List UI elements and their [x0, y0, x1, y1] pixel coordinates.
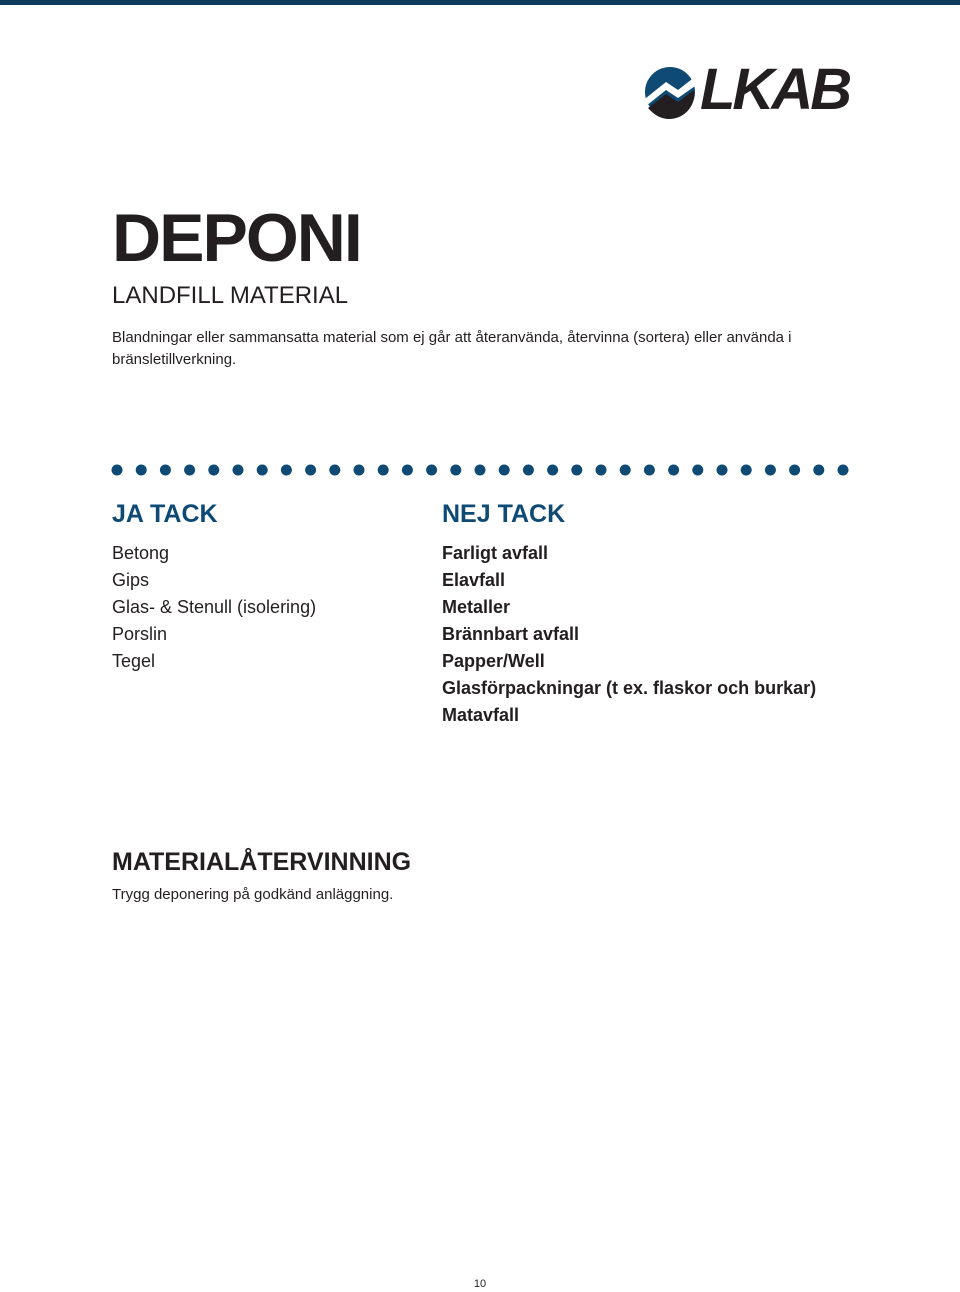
divider-dot — [305, 465, 316, 476]
list-item: Tegel — [112, 651, 156, 671]
list-item: Papper/Well — [442, 651, 545, 671]
nej-tack-heading: NEJ TACK — [442, 500, 566, 528]
divider-dot — [547, 465, 558, 476]
divider-dot — [668, 465, 679, 476]
divider-dot — [378, 465, 389, 476]
divider-dot — [571, 465, 582, 476]
divider-dot — [160, 465, 171, 476]
divider-dot — [136, 465, 147, 476]
lkab-logo — [644, 57, 854, 122]
top-bar — [0, 0, 960, 5]
list-item: Elavfall — [442, 570, 506, 590]
divider-dot — [523, 465, 534, 476]
divider-dot — [184, 465, 195, 476]
list-item: Glasförpackningar (t ex. flaskor och burkar) — [442, 678, 817, 698]
lkab-emblem-icon — [644, 64, 700, 120]
divider-dot — [620, 465, 631, 476]
logo-wordmark: LKAB — [700, 57, 850, 122]
divider-dot — [450, 465, 461, 476]
divider-dot — [596, 465, 607, 476]
ja-tack-list — [112, 540, 316, 675]
divider-dot — [281, 465, 292, 476]
list-item: Betong — [112, 543, 170, 563]
list-item: Gips — [112, 570, 150, 590]
section-text: Trygg deponering på godkänd anläggning. — [112, 886, 394, 903]
nej-tack-list — [442, 540, 816, 729]
intro-paragraph: Blandningar eller sammansatta material som ej går att återanvända, återvinna (sortera) eller använda i bränsletillverkning. — [112, 329, 792, 368]
list-item: Matavfall — [442, 705, 520, 725]
divider-dot — [644, 465, 655, 476]
nej-tack-column — [442, 496, 816, 729]
divider-dot — [838, 465, 849, 476]
page-subtitle: LANDFILL MATERIAL — [112, 282, 349, 309]
page-number: 10 — [473, 1278, 487, 1290]
divider-dot — [813, 465, 824, 476]
dot-divider — [107, 460, 857, 480]
section-title: MATERIALÅTERVINNING — [112, 848, 412, 876]
divider-dot — [329, 465, 340, 476]
divider-dot — [692, 465, 703, 476]
list-item: Porslin — [112, 624, 168, 644]
list-item: Metaller — [442, 597, 511, 617]
page-title: DEPONI — [112, 200, 361, 276]
list-item: Glas- & Stenull (isolering) — [112, 597, 317, 617]
divider-dot — [475, 465, 486, 476]
divider-dot — [499, 465, 510, 476]
divider-dot — [402, 465, 413, 476]
ja-tack-column — [112, 496, 316, 675]
divider-dot — [208, 465, 219, 476]
divider-dot — [741, 465, 752, 476]
list-item: Farligt avfall — [442, 543, 549, 563]
divider-dot — [717, 465, 728, 476]
divider-dot — [789, 465, 800, 476]
divider-dot — [257, 465, 268, 476]
divider-dot — [765, 465, 776, 476]
ja-tack-heading: JA TACK — [112, 500, 218, 528]
list-item: Brännbart avfall — [442, 624, 580, 644]
divider-dot — [112, 465, 123, 476]
divider-dot — [233, 465, 244, 476]
divider-dot — [354, 465, 365, 476]
divider-dot — [426, 465, 437, 476]
